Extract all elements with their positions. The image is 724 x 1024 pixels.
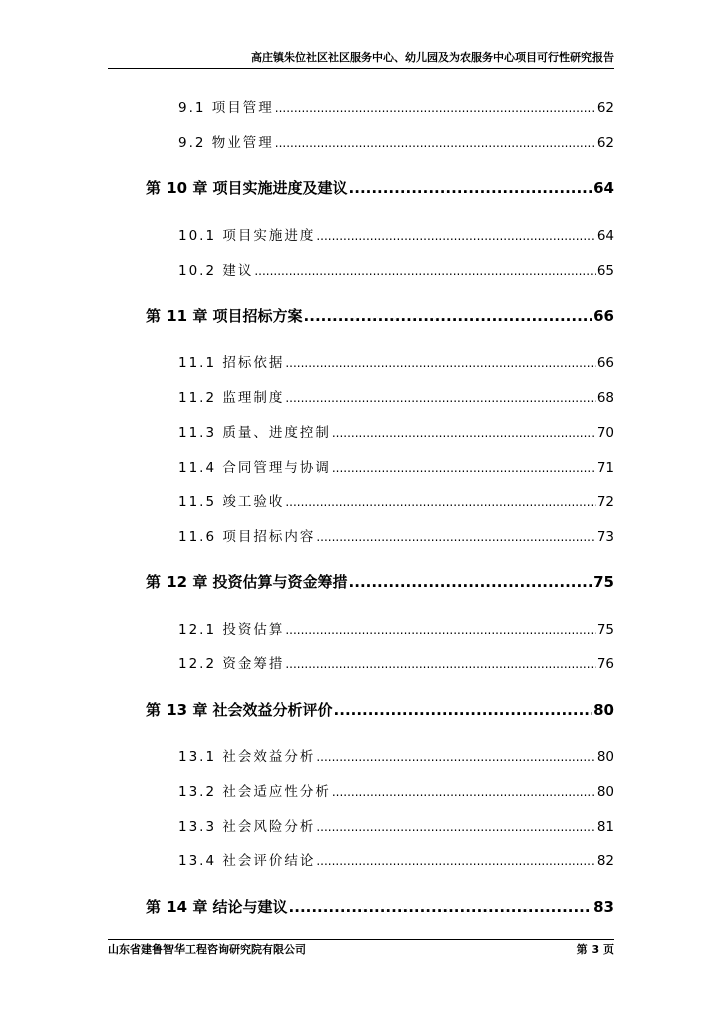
toc-entry-label: 11.5 竣工验收 <box>178 494 285 510</box>
toc-entry-page: 83 <box>593 898 614 916</box>
toc-entry-label: 11.6 项目招标内容 <box>178 529 316 545</box>
toc-entry-page: 80 <box>593 701 614 719</box>
toc-entry[interactable] <box>178 618 614 638</box>
toc-leader-dots <box>285 623 595 637</box>
toc-leader-dots <box>349 179 593 197</box>
toc-entry-label: 11.1 招标依据 <box>178 355 285 371</box>
toc-entry[interactable] <box>178 131 614 151</box>
toc-entry-label: 第 13 章 社会效益分析评价 <box>146 701 333 719</box>
header-title: 高庄镇朱位社区社区服务中心、幼儿园及为农服务中心项目可行性研究报告 <box>251 51 614 64</box>
toc-entry-label: 第 12 章 投资估算与资金筹措 <box>146 573 348 591</box>
toc-leader-dots <box>316 530 595 544</box>
toc-entry-label: 11.4 合同管理与协调 <box>178 460 331 476</box>
toc-leader-dots <box>332 785 596 799</box>
toc-chapter-entry[interactable] <box>146 305 614 326</box>
toc-entry[interactable] <box>178 96 614 116</box>
toc-leader-dots <box>316 854 595 868</box>
toc-entry[interactable] <box>178 780 614 800</box>
toc-entry[interactable] <box>178 849 614 869</box>
toc-entry[interactable] <box>178 490 614 510</box>
toc-chapter-entry[interactable] <box>146 699 614 720</box>
toc-entry[interactable] <box>178 745 614 765</box>
toc-entry-page: 62 <box>596 135 614 151</box>
toc-entry-page: 80 <box>596 784 614 800</box>
toc-entry[interactable] <box>178 652 614 672</box>
toc-entry-page: 65 <box>596 263 614 279</box>
toc-entry-label: 11.2 监理制度 <box>178 390 285 406</box>
toc-entry-page: 82 <box>596 853 614 869</box>
toc-leader-dots <box>285 657 595 671</box>
toc-entry-page: 72 <box>596 494 614 510</box>
toc-entry-label: 第 10 章 项目实施进度及建议 <box>146 179 348 197</box>
toc-entry-label: 第 11 章 项目招标方案 <box>146 307 303 325</box>
toc-leader-dots <box>316 750 595 764</box>
toc-entry-label: 13.3 社会风险分析 <box>178 819 316 835</box>
page-header <box>108 48 614 69</box>
toc-leader-dots <box>285 356 595 370</box>
toc-entry-page: 70 <box>596 425 614 441</box>
toc-entry-page: 75 <box>596 622 614 638</box>
toc-entry-label: 9.2 物业管理 <box>178 135 274 151</box>
toc-entry-page: 62 <box>596 100 614 116</box>
toc-entry-page: 66 <box>593 307 614 325</box>
toc-entry-page: 64 <box>596 228 614 244</box>
toc-leader-dots <box>285 391 595 405</box>
toc-chapter-entry[interactable] <box>146 571 614 592</box>
toc-leader-dots <box>254 264 595 278</box>
toc-entry[interactable] <box>178 421 614 441</box>
toc-entry-label: 11.3 质量、进度控制 <box>178 425 331 441</box>
toc-entry-page: 66 <box>596 355 614 371</box>
toc-entry-label: 第 14 章 结论与建议 <box>146 898 288 916</box>
toc-leader-dots <box>332 426 596 440</box>
toc-entry-page: 73 <box>596 529 614 545</box>
toc-entry-label: 12.1 投资估算 <box>178 622 285 638</box>
footer-company: 山东省建鲁智华工程咨询研究院有限公司 <box>108 943 306 956</box>
toc-entry[interactable] <box>178 525 614 545</box>
toc-entry[interactable] <box>178 386 614 406</box>
toc-leader-dots <box>316 820 595 834</box>
toc-chapter-entry[interactable] <box>146 896 614 917</box>
toc-leader-dots <box>285 495 595 509</box>
toc-entry-page: 75 <box>593 573 614 591</box>
toc-entry-label: 9.1 项目管理 <box>178 100 274 116</box>
toc-entry-page: 71 <box>596 460 614 476</box>
toc-entry-label: 10.1 项目实施进度 <box>178 228 316 244</box>
footer-page-number: 第 3 页 <box>576 943 614 956</box>
toc-entry-page: 81 <box>596 819 614 835</box>
toc-entry-label: 10.2 建议 <box>178 263 254 279</box>
toc-entry-label: 13.4 社会评价结论 <box>178 853 316 869</box>
page-footer <box>108 939 614 960</box>
toc-leader-dots <box>332 461 596 475</box>
toc-leader-dots <box>316 229 595 243</box>
toc-entry-page: 76 <box>596 656 614 672</box>
toc-entry-page: 68 <box>596 390 614 406</box>
toc-leader-dots <box>275 101 596 115</box>
toc-chapter-entry[interactable] <box>146 177 614 198</box>
toc-entry[interactable] <box>178 259 614 279</box>
toc-leader-dots <box>334 701 593 719</box>
toc-entry-page: 64 <box>593 179 614 197</box>
toc-entry[interactable] <box>178 224 614 244</box>
toc-leader-dots <box>275 136 596 150</box>
toc-entry[interactable] <box>178 351 614 371</box>
toc-entry-label: 12.2 资金筹措 <box>178 656 285 672</box>
toc-entry-label: 13.1 社会效益分析 <box>178 749 316 765</box>
toc-leader-dots <box>289 898 593 916</box>
toc-leader-dots <box>349 573 593 591</box>
toc-entry-page: 80 <box>596 749 614 765</box>
toc-entry-label: 13.2 社会适应性分析 <box>178 784 331 800</box>
toc-leader-dots <box>304 307 593 325</box>
toc-entry[interactable] <box>178 815 614 835</box>
toc-entry[interactable] <box>178 456 614 476</box>
